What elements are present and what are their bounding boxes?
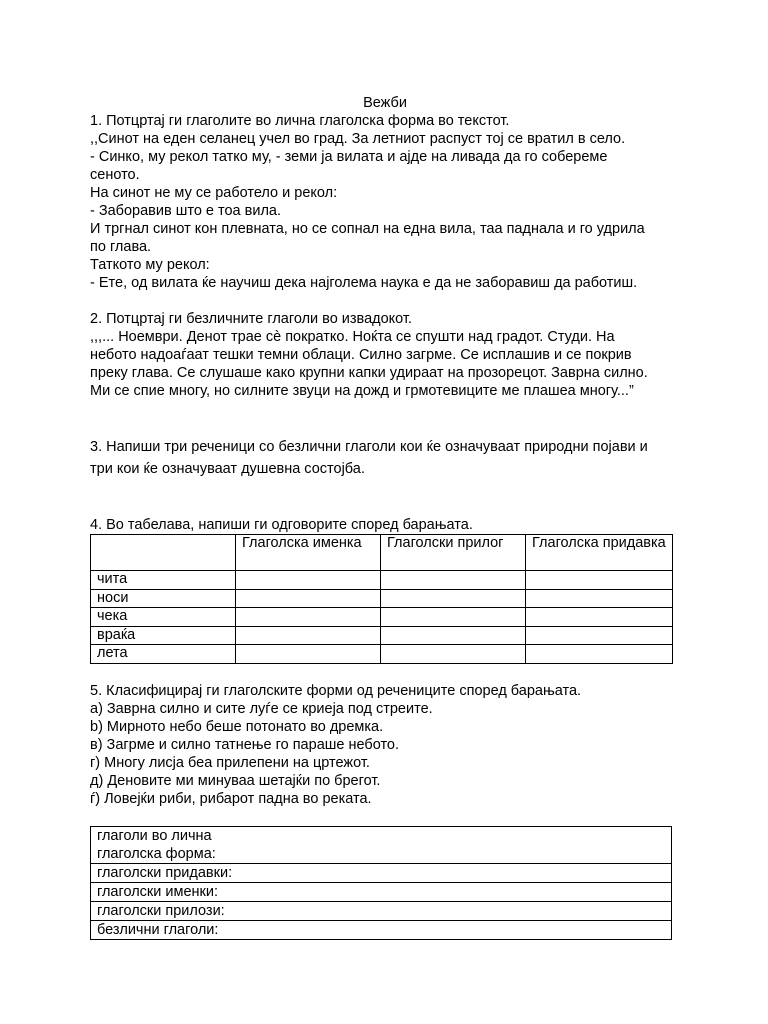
exercise-2-text-line: ,,,... Ноември. Денот трае сè пократко. Ноќта се спушти над градот. Студи. На <box>90 329 615 345</box>
exercise-1-text-line: сеното. <box>90 167 140 183</box>
exercise-3-instruction-line: три кои ќе означуваат душевна состојба. <box>90 461 365 477</box>
table-row <box>91 626 673 645</box>
exercise-1-text-line: Таткото му рекол: <box>90 257 210 273</box>
classification-table <box>90 826 672 940</box>
page-title: Вежби <box>363 95 407 111</box>
answer-cell[interactable] <box>236 645 381 664</box>
category-cell[interactable]: глаголи во лична глаголска форма: <box>91 826 672 863</box>
worksheet <box>90 94 680 940</box>
answer-cell[interactable] <box>236 626 381 645</box>
answer-cell[interactable] <box>381 626 526 645</box>
exercise-3-instruction-line: 3. Напиши три реченици со безлични глаголи кои ќе означуваат природни појави и <box>90 439 648 455</box>
verb-cell: чека <box>91 608 236 627</box>
exercise-2-instruction: 2. Потцртај ги безличните глаголи во извадокот. <box>90 311 412 327</box>
exercise-1-text-line: И тргнал синот кон плевната, но се сопнал на една вила, таа паднала и го удрила <box>90 221 645 237</box>
exercise-1-text-line: - Синко, му рекол татко му, - земи ја вилата и ајде на ливада да го собереме <box>90 149 608 165</box>
verb-cell: носи <box>91 589 236 608</box>
table-row <box>91 589 673 608</box>
exercise-5-instruction: 5. Класифицирај ги глаголските форми од речениците според барањата. <box>90 682 582 699</box>
exercise-2-text-line: преку глава. Се слушаше како крупни капки удираат на прозорецот. Заврна силно. <box>90 365 648 381</box>
verb-cell: лета <box>91 645 236 664</box>
answer-cell[interactable] <box>381 645 526 664</box>
exercise-5-sentence: ѓ) Ловејќи риби, рибарот падна во реката. <box>90 790 372 807</box>
category-cell[interactable]: глаголски прилози: <box>91 901 672 920</box>
answer-cell[interactable] <box>526 645 673 664</box>
exercise-1-instruction: 1. Потцртај ги глаголите во лична глаголска форма во текстот. <box>90 113 510 129</box>
table-row <box>91 882 672 901</box>
table-row <box>91 645 673 664</box>
table-row <box>91 863 672 882</box>
exercise-1-text-line: по глава. <box>90 239 152 255</box>
table-row <box>91 608 673 627</box>
verb-cell: чита <box>91 571 236 590</box>
exercise-5-sentence: b) Мирното небо беше потонато во дремка. <box>90 718 384 735</box>
answer-cell[interactable] <box>236 571 381 590</box>
exercise-1-text-line: ,,Синот на еден селанец учел во град. За летниот распуст тој се вратил в село. <box>90 131 626 147</box>
category-cell[interactable]: глаголски именки: <box>91 882 672 901</box>
answer-cell[interactable] <box>526 571 673 590</box>
category-cell[interactable]: безлични глаголи: <box>91 920 672 939</box>
table-header-cell <box>91 535 236 571</box>
table-row <box>91 826 672 863</box>
exercise-1-text-line: - Заборавив што е тоа вила. <box>90 203 281 219</box>
answer-cell[interactable] <box>526 608 673 627</box>
exercise-4-instruction: 4. Во табелава, напиши ги одговорите според барањата. <box>90 517 473 533</box>
exercise-5-sentence: в) Загрме и силно татнење го параше небото. <box>90 736 400 753</box>
table-row <box>91 901 672 920</box>
category-cell[interactable]: глаголски придавки: <box>91 863 672 882</box>
answer-cell[interactable] <box>236 608 381 627</box>
table-row <box>91 920 672 939</box>
exercise-2-text-line: Ми се спие многу, но силните звуци на дожд и грмотевиците ме плашеа многу...” <box>90 383 634 399</box>
exercise-1-text-line: - Ете, од вилата ќе научиш дека најголема наука е да не заборавиш да работиш. <box>90 275 638 291</box>
table-row <box>91 571 673 590</box>
answer-cell[interactable] <box>236 589 381 608</box>
verb-forms-table <box>90 534 673 664</box>
table-header-cell: Глаголска придавка <box>526 535 673 571</box>
answer-cell[interactable] <box>526 626 673 645</box>
table-header-cell: Глаголска именка <box>236 535 381 571</box>
answer-cell[interactable] <box>381 608 526 627</box>
exercise-5-sentence: г) Многу лисја беа прилепени на цртежот. <box>90 754 370 771</box>
answer-cell[interactable] <box>526 589 673 608</box>
exercise-5-sentence: а) Заврна силно и сите луѓе се криеја под стреите. <box>90 700 433 717</box>
verb-cell: враќа <box>91 626 236 645</box>
exercise-5-sentence: д) Деновите ми минуваа шетајќи по брегот. <box>90 772 381 789</box>
table-header-row <box>91 535 673 571</box>
answer-cell[interactable] <box>381 571 526 590</box>
exercise-1-text-line: На синот не му се работело и рекол: <box>90 185 338 201</box>
exercise-2-text-line: небото надоаѓаат тешки темни облаци. Силно загрме. Се исплашив и се покрив <box>90 347 632 363</box>
table-header-cell: Глаголски прилог <box>381 535 526 571</box>
answer-cell[interactable] <box>381 589 526 608</box>
